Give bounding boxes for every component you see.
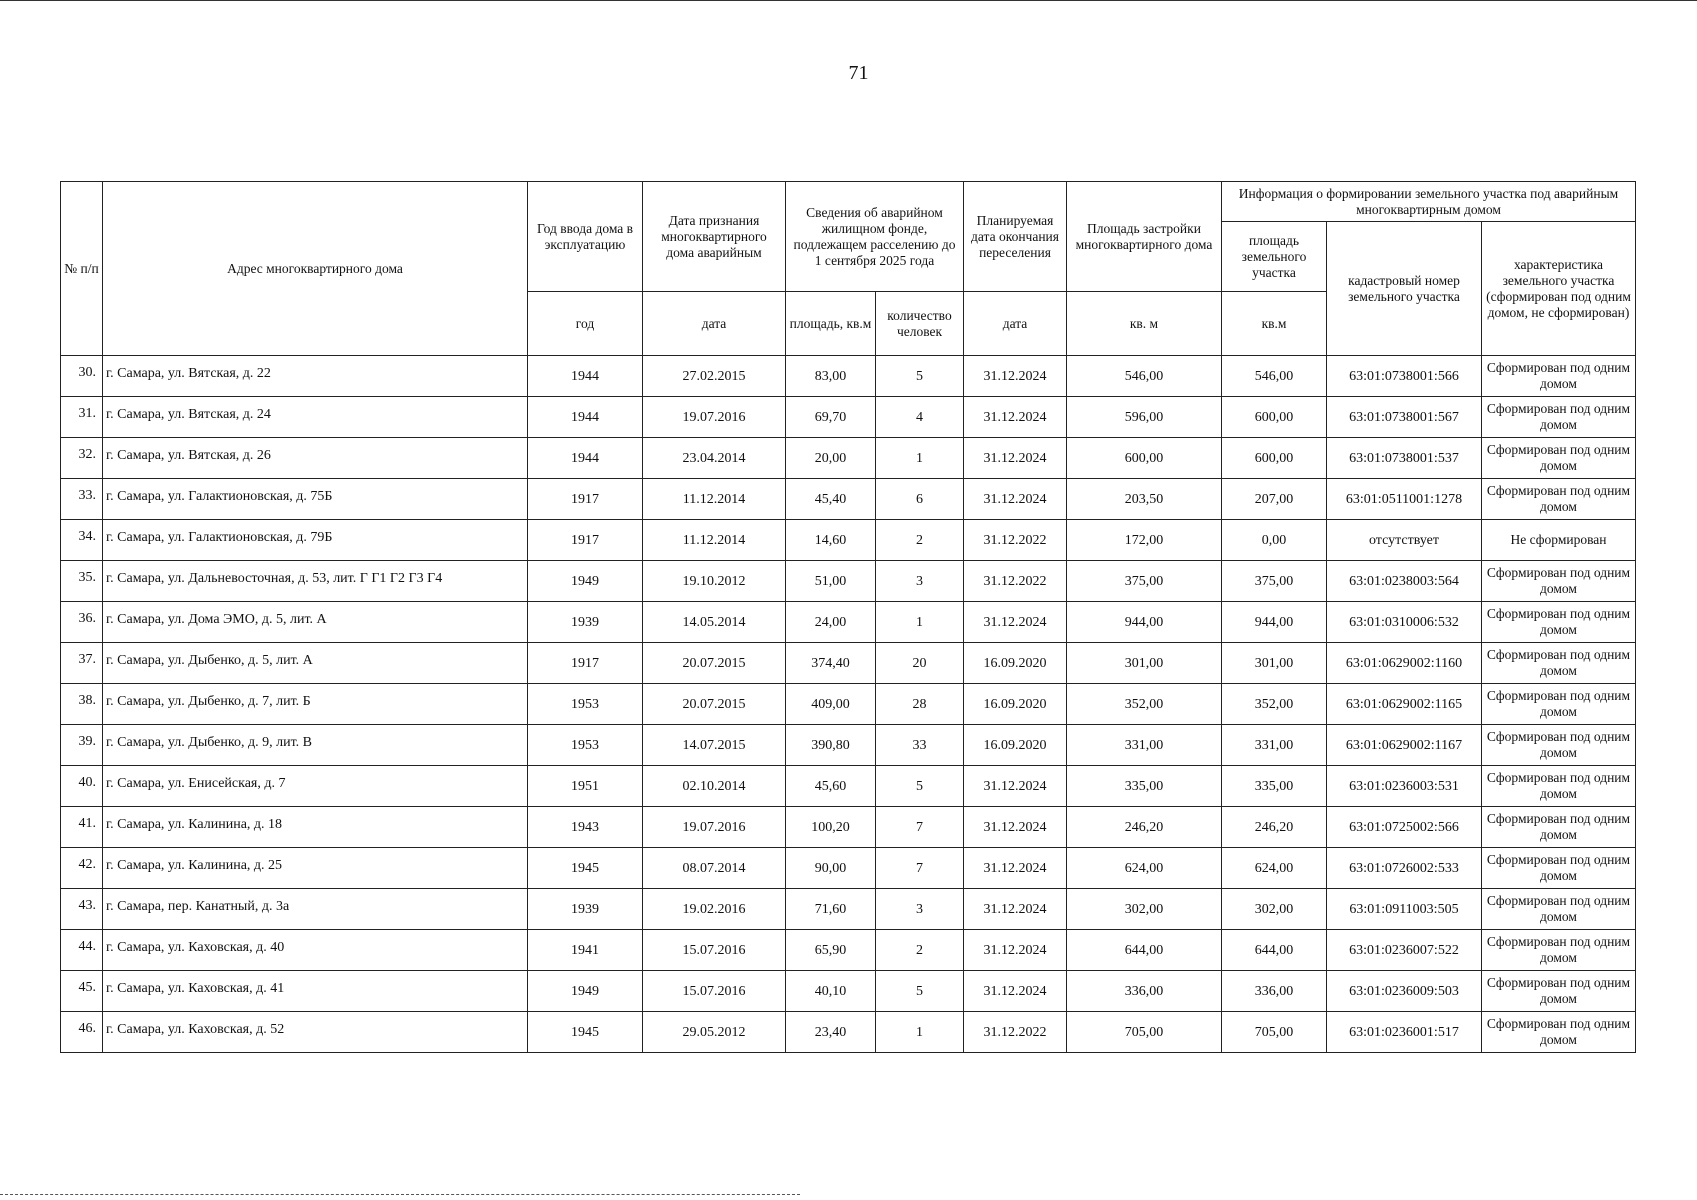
- year-built-cell: 1951: [528, 766, 643, 807]
- header-num: № п/п: [61, 182, 103, 356]
- cadastral-number-cell: 63:01:0725002:566: [1327, 807, 1482, 848]
- row-number: 41.: [61, 807, 103, 848]
- land-area-cell: 600,00: [1222, 438, 1327, 479]
- date-declared-cell: 02.10.2014: [643, 766, 786, 807]
- date-declared-cell: 19.07.2016: [643, 807, 786, 848]
- land-status-cell: Сформирован под одним домом: [1482, 602, 1636, 643]
- people-count-cell: 1: [876, 1012, 964, 1053]
- date-declared-cell: 23.04.2014: [643, 438, 786, 479]
- building-area-cell: 352,00: [1067, 684, 1222, 725]
- land-area-cell: 0,00: [1222, 520, 1327, 561]
- emergency-area-cell: 23,40: [786, 1012, 876, 1053]
- planned-date-cell: 31.12.2024: [964, 397, 1067, 438]
- emergency-area-cell: 69,70: [786, 397, 876, 438]
- table-row: [61, 397, 1636, 438]
- planned-date-cell: 31.12.2024: [964, 479, 1067, 520]
- emergency-area-cell: 409,00: [786, 684, 876, 725]
- planned-date-cell: 31.12.2024: [964, 889, 1067, 930]
- people-count-cell: 20: [876, 643, 964, 684]
- land-status-cell: Сформирован под одним домом: [1482, 561, 1636, 602]
- year-built-cell: 1944: [528, 438, 643, 479]
- building-area-cell: 596,00: [1067, 397, 1222, 438]
- date-declared-cell: 11.12.2014: [643, 479, 786, 520]
- building-area-cell: 546,00: [1067, 356, 1222, 397]
- people-count-cell: 1: [876, 438, 964, 479]
- date-declared-cell: 11.12.2014: [643, 520, 786, 561]
- unit-building-area: кв. м: [1067, 292, 1222, 356]
- land-status-cell: Сформирован под одним домом: [1482, 438, 1636, 479]
- cadastral-number-cell: 63:01:0738001:566: [1327, 356, 1482, 397]
- row-number: 40.: [61, 766, 103, 807]
- building-area-cell: 331,00: [1067, 725, 1222, 766]
- table-row: [61, 807, 1636, 848]
- header-land-info: Информация о формировании земельного участка под аварийным многоквартирным домом: [1222, 182, 1636, 222]
- people-count-cell: 5: [876, 356, 964, 397]
- year-built-cell: 1945: [528, 1012, 643, 1053]
- row-number: 33.: [61, 479, 103, 520]
- address-cell: г. Самара, ул. Каховская, д. 52: [103, 1012, 528, 1053]
- date-declared-cell: 19.07.2016: [643, 397, 786, 438]
- year-built-cell: 1949: [528, 561, 643, 602]
- year-built-cell: 1939: [528, 602, 643, 643]
- row-number: 37.: [61, 643, 103, 684]
- land-status-cell: Не сформирован: [1482, 520, 1636, 561]
- cadastral-number-cell: 63:01:0911003:505: [1327, 889, 1482, 930]
- building-area-cell: 336,00: [1067, 971, 1222, 1012]
- year-built-cell: 1949: [528, 971, 643, 1012]
- land-status-cell: Сформирован под одним домом: [1482, 848, 1636, 889]
- land-status-cell: Сформирован под одним домом: [1482, 643, 1636, 684]
- building-area-cell: 203,50: [1067, 479, 1222, 520]
- land-status-cell: Сформирован под одним домом: [1482, 684, 1636, 725]
- row-number: 42.: [61, 848, 103, 889]
- emergency-area-cell: 65,90: [786, 930, 876, 971]
- people-count-cell: 1: [876, 602, 964, 643]
- row-number: 45.: [61, 971, 103, 1012]
- land-area-cell: 944,00: [1222, 602, 1327, 643]
- land-area-cell: 301,00: [1222, 643, 1327, 684]
- address-cell: г. Самара, ул. Галактионовская, д. 79Б: [103, 520, 528, 561]
- table-row: [61, 766, 1636, 807]
- unit-planned-date: дата: [964, 292, 1067, 356]
- address-cell: г. Самара, пер. Канатный, д. 3а: [103, 889, 528, 930]
- cadastral-number-cell: 63:01:0238003:564: [1327, 561, 1482, 602]
- scan-bottom-edge: [0, 1194, 800, 1195]
- building-area-cell: 624,00: [1067, 848, 1222, 889]
- row-number: 30.: [61, 356, 103, 397]
- header-emergency-fund: Сведения об аварийном жилищном фонде, подлежащем расселению до 1 сентября 2025 года: [786, 182, 964, 292]
- people-count-cell: 4: [876, 397, 964, 438]
- land-area-cell: 375,00: [1222, 561, 1327, 602]
- land-status-cell: Сформирован под одним домом: [1482, 479, 1636, 520]
- year-built-cell: 1953: [528, 684, 643, 725]
- address-cell: г. Самара, ул. Калинина, д. 18: [103, 807, 528, 848]
- emergency-housing-table: [60, 181, 1636, 1053]
- table-row: [61, 889, 1636, 930]
- people-count-cell: 33: [876, 725, 964, 766]
- emergency-area-cell: 374,40: [786, 643, 876, 684]
- planned-date-cell: 31.12.2024: [964, 848, 1067, 889]
- header-planned-date: Планируемая дата окончания переселения: [964, 182, 1067, 292]
- building-area-cell: 944,00: [1067, 602, 1222, 643]
- address-cell: г. Самара, ул. Каховская, д. 41: [103, 971, 528, 1012]
- land-status-cell: Сформирован под одним домом: [1482, 971, 1636, 1012]
- table-row: [61, 930, 1636, 971]
- row-number: 35.: [61, 561, 103, 602]
- table-row: [61, 479, 1636, 520]
- table-row: [61, 438, 1636, 479]
- people-count-cell: 7: [876, 848, 964, 889]
- row-number: 43.: [61, 889, 103, 930]
- cadastral-number-cell: отсутствует: [1327, 520, 1482, 561]
- land-status-cell: Сформирован под одним домом: [1482, 356, 1636, 397]
- planned-date-cell: 31.12.2024: [964, 766, 1067, 807]
- header-building-area: Площадь застройки многоквартирного дома: [1067, 182, 1222, 292]
- land-area-cell: 600,00: [1222, 397, 1327, 438]
- planned-date-cell: 31.12.2024: [964, 807, 1067, 848]
- land-status-cell: Сформирован под одним домом: [1482, 766, 1636, 807]
- people-count-cell: 2: [876, 930, 964, 971]
- land-area-cell: 624,00: [1222, 848, 1327, 889]
- date-declared-cell: 29.05.2012: [643, 1012, 786, 1053]
- address-cell: г. Самара, ул. Галактионовская, д. 75Б: [103, 479, 528, 520]
- land-area-cell: 336,00: [1222, 971, 1327, 1012]
- planned-date-cell: 16.09.2020: [964, 643, 1067, 684]
- land-area-cell: 302,00: [1222, 889, 1327, 930]
- planned-date-cell: 16.09.2020: [964, 684, 1067, 725]
- date-declared-cell: 14.07.2015: [643, 725, 786, 766]
- land-area-cell: 246,20: [1222, 807, 1327, 848]
- header-land-char: характеристика земельного участка (сформирован под одним домом, не сформирован): [1482, 222, 1636, 356]
- planned-date-cell: 16.09.2020: [964, 725, 1067, 766]
- header-cadastral: кадастровый номер земельного участка: [1327, 222, 1482, 356]
- address-cell: г. Самара, ул. Вятская, д. 26: [103, 438, 528, 479]
- address-cell: г. Самара, ул. Каховская, д. 40: [103, 930, 528, 971]
- unit-people: количество человек: [876, 292, 964, 356]
- land-area-cell: 352,00: [1222, 684, 1327, 725]
- emergency-area-cell: 20,00: [786, 438, 876, 479]
- planned-date-cell: 31.12.2022: [964, 561, 1067, 602]
- unit-land-area: кв.м: [1222, 292, 1327, 356]
- row-number: 32.: [61, 438, 103, 479]
- year-built-cell: 1939: [528, 889, 643, 930]
- planned-date-cell: 31.12.2022: [964, 520, 1067, 561]
- scan-top-edge: [0, 0, 1697, 1]
- land-area-cell: 546,00: [1222, 356, 1327, 397]
- people-count-cell: 7: [876, 807, 964, 848]
- cadastral-number-cell: 63:01:0236007:522: [1327, 930, 1482, 971]
- table-row: [61, 561, 1636, 602]
- year-built-cell: 1917: [528, 643, 643, 684]
- date-declared-cell: 19.10.2012: [643, 561, 786, 602]
- address-cell: г. Самара, ул. Калинина, д. 25: [103, 848, 528, 889]
- table-body: [61, 356, 1636, 1053]
- planned-date-cell: 31.12.2024: [964, 930, 1067, 971]
- address-cell: г. Самара, ул. Дома ЭМО, д. 5, лит. А: [103, 602, 528, 643]
- land-status-cell: Сформирован под одним домом: [1482, 1012, 1636, 1053]
- emergency-area-cell: 90,00: [786, 848, 876, 889]
- address-cell: г. Самара, ул. Енисейская, д. 7: [103, 766, 528, 807]
- cadastral-number-cell: 63:01:0629002:1160: [1327, 643, 1482, 684]
- land-status-cell: Сформирован под одним домом: [1482, 930, 1636, 971]
- planned-date-cell: 31.12.2024: [964, 971, 1067, 1012]
- people-count-cell: 28: [876, 684, 964, 725]
- cadastral-number-cell: 63:01:0310006:532: [1327, 602, 1482, 643]
- planned-date-cell: 31.12.2024: [964, 438, 1067, 479]
- cadastral-number-cell: 63:01:0726002:533: [1327, 848, 1482, 889]
- building-area-cell: 172,00: [1067, 520, 1222, 561]
- building-area-cell: 705,00: [1067, 1012, 1222, 1053]
- land-area-cell: 705,00: [1222, 1012, 1327, 1053]
- unit-area: площадь, кв.м: [786, 292, 876, 356]
- land-status-cell: Сформирован под одним домом: [1482, 889, 1636, 930]
- building-area-cell: 302,00: [1067, 889, 1222, 930]
- emergency-area-cell: 51,00: [786, 561, 876, 602]
- year-built-cell: 1917: [528, 479, 643, 520]
- table-row: [61, 643, 1636, 684]
- year-built-cell: 1945: [528, 848, 643, 889]
- date-declared-cell: 20.07.2015: [643, 684, 786, 725]
- table-row: [61, 356, 1636, 397]
- building-area-cell: 600,00: [1067, 438, 1222, 479]
- header-land-area: площадь земельного участка: [1222, 222, 1327, 292]
- row-number: 36.: [61, 602, 103, 643]
- emergency-area-cell: 24,00: [786, 602, 876, 643]
- unit-year: год: [528, 292, 643, 356]
- building-area-cell: 301,00: [1067, 643, 1222, 684]
- date-declared-cell: 08.07.2014: [643, 848, 786, 889]
- year-built-cell: 1944: [528, 356, 643, 397]
- table-row: [61, 848, 1636, 889]
- address-cell: г. Самара, ул. Дальневосточная, д. 53, лит. Г Г1 Г2 Г3 Г4: [103, 561, 528, 602]
- people-count-cell: 2: [876, 520, 964, 561]
- building-area-cell: 335,00: [1067, 766, 1222, 807]
- date-declared-cell: 14.05.2014: [643, 602, 786, 643]
- emergency-area-cell: 40,10: [786, 971, 876, 1012]
- people-count-cell: 5: [876, 766, 964, 807]
- emergency-area-cell: 83,00: [786, 356, 876, 397]
- people-count-cell: 3: [876, 561, 964, 602]
- cadastral-number-cell: 63:01:0511001:1278: [1327, 479, 1482, 520]
- row-number: 39.: [61, 725, 103, 766]
- people-count-cell: 6: [876, 479, 964, 520]
- row-number: 44.: [61, 930, 103, 971]
- row-number: 46.: [61, 1012, 103, 1053]
- table-row: [61, 602, 1636, 643]
- emergency-area-cell: 45,60: [786, 766, 876, 807]
- people-count-cell: 3: [876, 889, 964, 930]
- building-area-cell: 375,00: [1067, 561, 1222, 602]
- land-area-cell: 644,00: [1222, 930, 1327, 971]
- address-cell: г. Самара, ул. Вятская, д. 24: [103, 397, 528, 438]
- year-built-cell: 1953: [528, 725, 643, 766]
- building-area-cell: 246,20: [1067, 807, 1222, 848]
- row-number: 34.: [61, 520, 103, 561]
- year-built-cell: 1944: [528, 397, 643, 438]
- cadastral-number-cell: 63:01:0738001:567: [1327, 397, 1482, 438]
- planned-date-cell: 31.12.2022: [964, 1012, 1067, 1053]
- header-year-built: Год ввода дома в эксплуатацию: [528, 182, 643, 292]
- row-number: 31.: [61, 397, 103, 438]
- cadastral-number-cell: 63:01:0629002:1165: [1327, 684, 1482, 725]
- table-row: [61, 971, 1636, 1012]
- land-status-cell: Сформирован под одним домом: [1482, 397, 1636, 438]
- land-area-cell: 331,00: [1222, 725, 1327, 766]
- table-row: [61, 1012, 1636, 1053]
- address-cell: г. Самара, ул. Дыбенко, д. 5, лит. А: [103, 643, 528, 684]
- land-status-cell: Сформирован под одним домом: [1482, 725, 1636, 766]
- date-declared-cell: 15.07.2016: [643, 930, 786, 971]
- address-cell: г. Самара, ул. Вятская, д. 22: [103, 356, 528, 397]
- date-declared-cell: 20.07.2015: [643, 643, 786, 684]
- year-built-cell: 1917: [528, 520, 643, 561]
- emergency-area-cell: 390,80: [786, 725, 876, 766]
- emergency-area-cell: 71,60: [786, 889, 876, 930]
- emergency-area-cell: 100,20: [786, 807, 876, 848]
- date-declared-cell: 19.02.2016: [643, 889, 786, 930]
- year-built-cell: 1943: [528, 807, 643, 848]
- people-count-cell: 5: [876, 971, 964, 1012]
- header-address: Адрес многоквартирного дома: [103, 182, 528, 356]
- emergency-area-cell: 14,60: [786, 520, 876, 561]
- date-declared-cell: 27.02.2015: [643, 356, 786, 397]
- land-status-cell: Сформирован под одним домом: [1482, 807, 1636, 848]
- header-date-declared: Дата признания многоквартирного дома аварийным: [643, 182, 786, 292]
- address-cell: г. Самара, ул. Дыбенко, д. 9, лит. В: [103, 725, 528, 766]
- building-area-cell: 644,00: [1067, 930, 1222, 971]
- land-area-cell: 207,00: [1222, 479, 1327, 520]
- land-area-cell: 335,00: [1222, 766, 1327, 807]
- page-number: 71: [848, 62, 869, 84]
- cadastral-number-cell: 63:01:0236003:531: [1327, 766, 1482, 807]
- emergency-area-cell: 45,40: [786, 479, 876, 520]
- cadastral-number-cell: 63:01:0629002:1167: [1327, 725, 1482, 766]
- table-row: [61, 684, 1636, 725]
- table-row: [61, 520, 1636, 561]
- address-cell: г. Самара, ул. Дыбенко, д. 7, лит. Б: [103, 684, 528, 725]
- table-row: [61, 725, 1636, 766]
- planned-date-cell: 31.12.2024: [964, 602, 1067, 643]
- unit-date-declared: дата: [643, 292, 786, 356]
- year-built-cell: 1941: [528, 930, 643, 971]
- date-declared-cell: 15.07.2016: [643, 971, 786, 1012]
- cadastral-number-cell: 63:01:0738001:537: [1327, 438, 1482, 479]
- row-number: 38.: [61, 684, 103, 725]
- planned-date-cell: 31.12.2024: [964, 356, 1067, 397]
- cadastral-number-cell: 63:01:0236001:517: [1327, 1012, 1482, 1053]
- cadastral-number-cell: 63:01:0236009:503: [1327, 971, 1482, 1012]
